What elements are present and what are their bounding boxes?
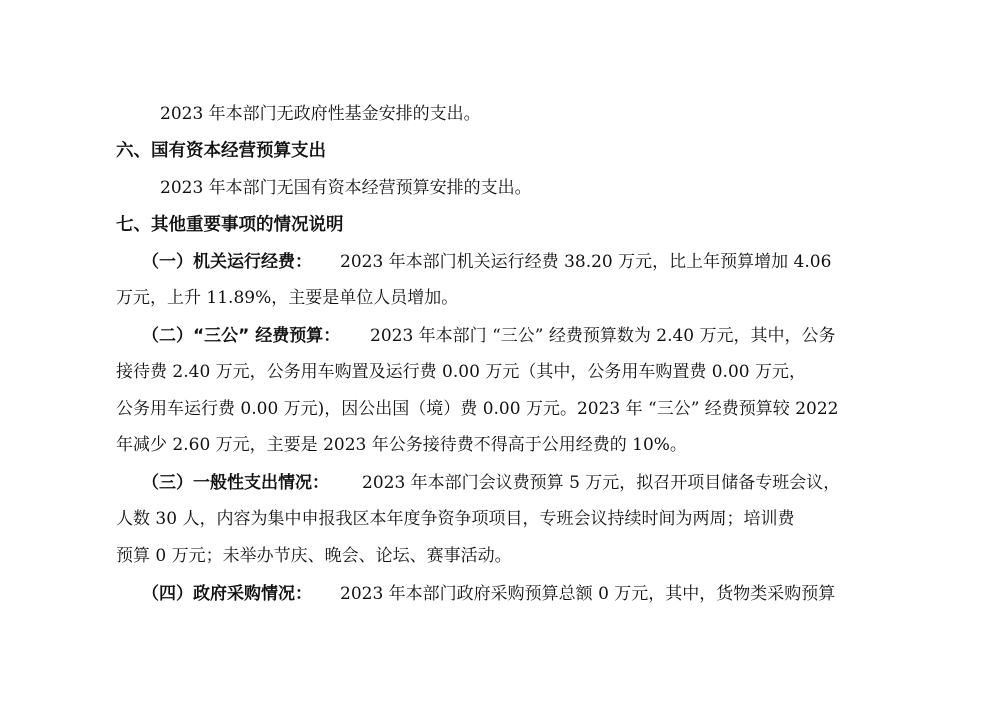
text-run: 2023 年本部门 “三公” 经费预算数为 2.40 万元，其中，公务 xyxy=(370,326,836,346)
text-run: 预算 0 万元；未举办节庆、晚会、论坛、赛事活动。 xyxy=(116,546,512,566)
text-run: 接待费 2.40 万元，公务用车购置及运行费 0.00 万元（其中，公务用车购置费 0.00 万元， xyxy=(116,362,806,382)
item-label: （一）机关运行经费： xyxy=(142,252,312,272)
text-run: 万元，上升 11.89%，主要是单位人员增加。 xyxy=(116,288,459,308)
item-label: （三）一般性支出情况： xyxy=(142,473,329,493)
item-label: （二）“三公” 经费预算： xyxy=(142,326,341,346)
section-heading-6: 六、国有资本经营预算支出 xyxy=(116,141,326,161)
item-label: （四）政府采购情况： xyxy=(142,584,312,604)
text-run: 年减少 2.60 万元，主要是 2023 年公务接待费不得高于公用经费的 10%。 xyxy=(116,435,687,455)
text-run: 公务用车运行费 0.00 万元)，因公出国（境）费 0.00 万元。2023 年 “三公” 经费预算较 2022 xyxy=(116,399,839,419)
section-heading-7: 七、其他重要事项的情况说明 xyxy=(116,215,344,235)
text-run: 2023 年本部门无政府性基金安排的支出。 xyxy=(160,104,481,124)
text-run: 人数 30 人，内容为集中申报我区本年度争资争项项目，专班会议持续时间为两周；培训费 xyxy=(116,509,795,529)
text-run: 2023 年本部门机关运行经费 38.20 万元，比上年预算增加 4.06 xyxy=(340,252,832,272)
text-run: 2023 年本部门无国有资本经营预算安排的支出。 xyxy=(160,178,532,198)
text-run: 2023 年本部门会议费预算 5 万元，拟召开项目储备专班会议， xyxy=(362,473,841,493)
text-run: 2023 年本部门政府采购预算总额 0 万元，其中，货物类采购预算 xyxy=(340,584,836,604)
